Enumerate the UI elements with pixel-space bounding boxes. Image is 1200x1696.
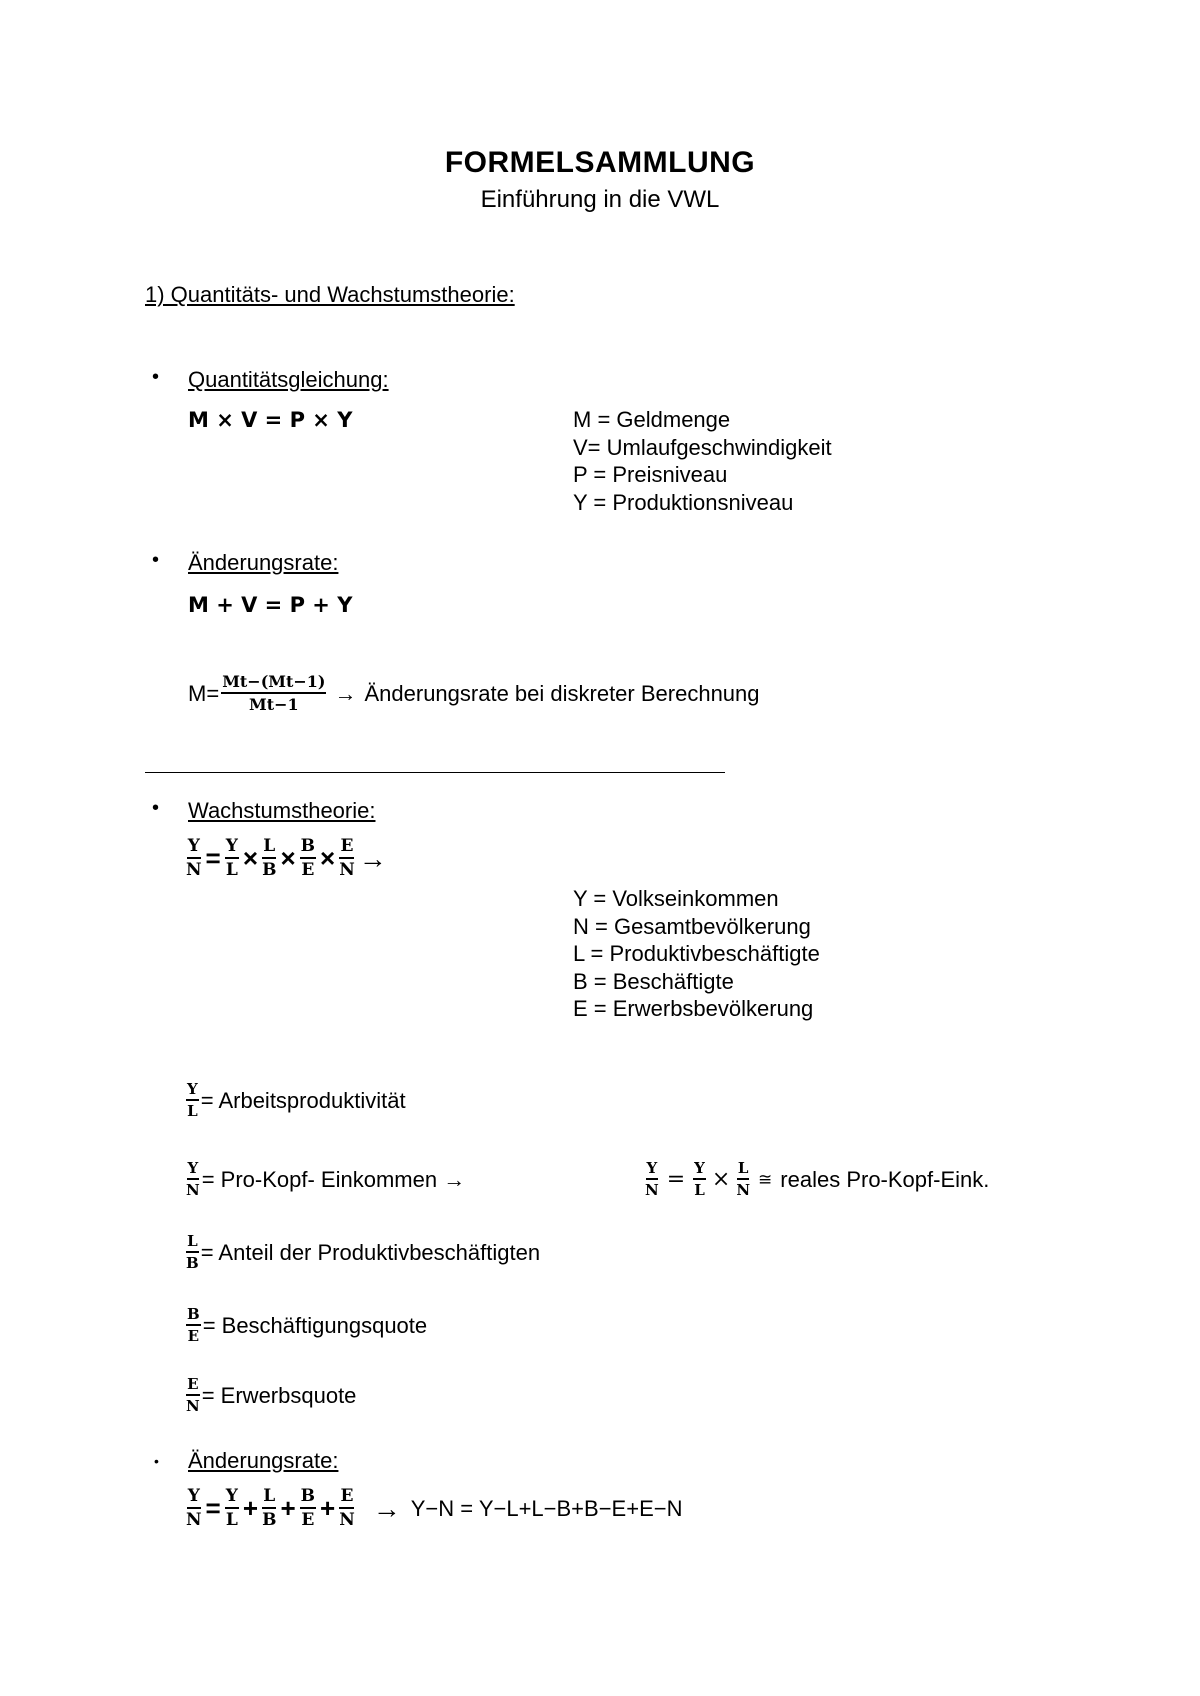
fraction <box>186 1082 199 1119</box>
fraction-numerator: L <box>737 1161 750 1180</box>
fraction-denominator: N <box>339 1510 355 1530</box>
definition-row <box>186 1307 427 1344</box>
fraction <box>186 1234 199 1271</box>
legend-item: Y = Produktionsniveau <box>573 489 794 515</box>
legend-item: M = Geldmenge <box>573 407 731 432</box>
fraction-numerator: E <box>339 838 354 859</box>
equals-sign: = <box>666 1167 686 1192</box>
discrete-rate-formula <box>188 674 760 713</box>
divider <box>145 772 725 773</box>
fraction-denominator: N <box>645 1181 659 1199</box>
equals-sign: = <box>205 843 221 873</box>
arrow-right-icon: → <box>372 1492 401 1524</box>
arrow-right-icon: → <box>334 680 357 706</box>
fraction-denominator: L <box>225 1510 238 1530</box>
fraction <box>300 838 316 879</box>
plus-sign: + <box>242 1493 259 1523</box>
times-sign: × <box>711 1167 731 1192</box>
fraction <box>262 1488 276 1529</box>
fraction <box>225 838 239 879</box>
definition-text: = Erwerbsquote <box>201 1382 357 1408</box>
fraction-denominator: N <box>186 1181 200 1199</box>
fraction-numerator: E <box>339 1488 354 1509</box>
fraction <box>186 1488 202 1529</box>
fraction-numerator: E <box>186 1377 199 1396</box>
per-capita-text: reales Pro-Kopf-Eink. <box>780 1166 990 1192</box>
change-rate-formula: M + V = P + Y <box>188 593 353 617</box>
change-rate-growth-formula <box>186 1488 682 1529</box>
legend-item: V= Umlaufgeschwindigkeit <box>573 434 832 460</box>
equals-sign: = <box>205 1493 221 1523</box>
legend-item: P = Preisniveau <box>573 462 728 487</box>
fraction <box>225 1488 239 1529</box>
definition-row <box>186 1082 406 1119</box>
definition-row <box>186 1161 465 1198</box>
per-capita-formula <box>645 1161 989 1198</box>
fraction-denominator: B <box>186 1254 199 1272</box>
fraction-numerator: Mt−(Mt−1) <box>221 674 326 694</box>
bullet-icon: • <box>152 366 160 388</box>
fraction <box>645 1161 659 1198</box>
discrete-rate-description: Änderungsrate bei diskreter Berechnung <box>364 680 760 706</box>
legend-item: E = Erwerbsbevölkerung <box>573 996 814 1021</box>
plus-sign: + <box>280 1493 296 1523</box>
fraction-numerator: B <box>300 1488 316 1509</box>
fraction-numerator: Y <box>187 1488 201 1509</box>
times-sign: × <box>320 843 336 873</box>
arrow-right-icon: → <box>358 842 387 874</box>
definition-text: = Arbeitsproduktivität <box>200 1087 406 1113</box>
fraction <box>186 1307 201 1344</box>
times-sign: × <box>242 843 259 873</box>
legend-item: N = Gesamtbevölkerung <box>573 913 811 939</box>
approx-sign: ≅ <box>758 1169 773 1189</box>
fraction <box>186 1161 200 1198</box>
fraction-denominator: N <box>186 1397 200 1415</box>
bullet-icon: • <box>154 1453 159 1469</box>
quantity-formula: M × V = P × Y <box>188 408 353 432</box>
growth-formula <box>186 838 391 879</box>
fraction-numerator: Y <box>186 1082 199 1101</box>
fraction-denominator: E <box>301 1510 315 1530</box>
fraction-numerator: B <box>300 838 316 859</box>
fraction <box>186 1377 200 1414</box>
section-heading: 1) Quantitäts- und Wachstumstheorie: <box>145 282 515 307</box>
growth-legend <box>573 885 820 1023</box>
quantity-legend <box>573 406 832 516</box>
fraction-denominator: N <box>186 860 202 880</box>
change-rate-heading: Änderungsrate: <box>188 550 339 575</box>
fraction <box>186 838 202 879</box>
bullet-icon: • <box>152 549 160 571</box>
change-rate-result: Y−N = Y−L+L−B+B−E+E−N <box>410 1495 683 1521</box>
fraction-denominator: N <box>736 1181 751 1199</box>
fraction <box>693 1161 706 1198</box>
definition-row <box>186 1377 356 1414</box>
definition-text: = Anteil der Produktivbeschäftigten <box>200 1239 541 1265</box>
fraction <box>339 1488 355 1529</box>
fraction-numerator: L <box>262 838 276 859</box>
legend-item: B = Beschäftigte <box>573 968 734 994</box>
document-subtitle: Einführung in die VWL <box>480 186 720 213</box>
fraction-denominator: Mt−1 <box>249 695 299 714</box>
fraction-denominator: B <box>262 860 277 880</box>
fraction-numerator: Y <box>187 838 201 859</box>
fraction-denominator: L <box>187 1102 198 1120</box>
fraction-numerator: Y <box>646 1161 659 1180</box>
fraction-numerator: Y <box>225 1488 239 1509</box>
fraction-denominator: L <box>694 1181 705 1199</box>
fraction <box>300 1488 316 1529</box>
fraction-denominator: B <box>262 1510 277 1530</box>
definition-text: = Beschäftigungsquote <box>202 1312 428 1338</box>
plus-sign: + <box>320 1493 336 1523</box>
fraction-numerator: Y <box>693 1161 706 1180</box>
m-prefix: M= <box>188 680 220 706</box>
fraction-numerator: Y <box>187 1161 200 1180</box>
quantity-heading: Quantitätsgleichung: <box>188 367 389 392</box>
times-sign: × <box>280 843 296 873</box>
fraction-denominator: L <box>225 860 238 880</box>
document-title: FORMELSAMMLUNG <box>444 146 756 179</box>
fraction-numerator: L <box>186 1234 199 1253</box>
fraction <box>262 838 276 879</box>
fraction <box>736 1161 750 1198</box>
growth-heading: Wachstumstheorie: <box>188 798 376 823</box>
fraction <box>339 838 355 879</box>
bullet-icon: • <box>152 797 160 819</box>
legend-item: Y = Volkseinkommen <box>573 886 779 911</box>
definition-row <box>186 1234 540 1271</box>
definition-text: = Pro-Kopf- Einkommen → <box>201 1166 466 1192</box>
legend-item: L = Produktivbeschäftigte <box>573 941 820 966</box>
fraction-numerator: L <box>262 1488 276 1509</box>
fraction-denominator: N <box>339 860 355 880</box>
fraction-numerator: B <box>186 1307 201 1326</box>
fraction <box>221 674 326 713</box>
fraction-denominator: E <box>301 860 315 880</box>
fraction-numerator: Y <box>225 838 239 859</box>
fraction-denominator: E <box>187 1327 200 1345</box>
change-rate-heading: Änderungsrate: <box>188 1448 339 1473</box>
fraction-denominator: N <box>186 1510 202 1530</box>
